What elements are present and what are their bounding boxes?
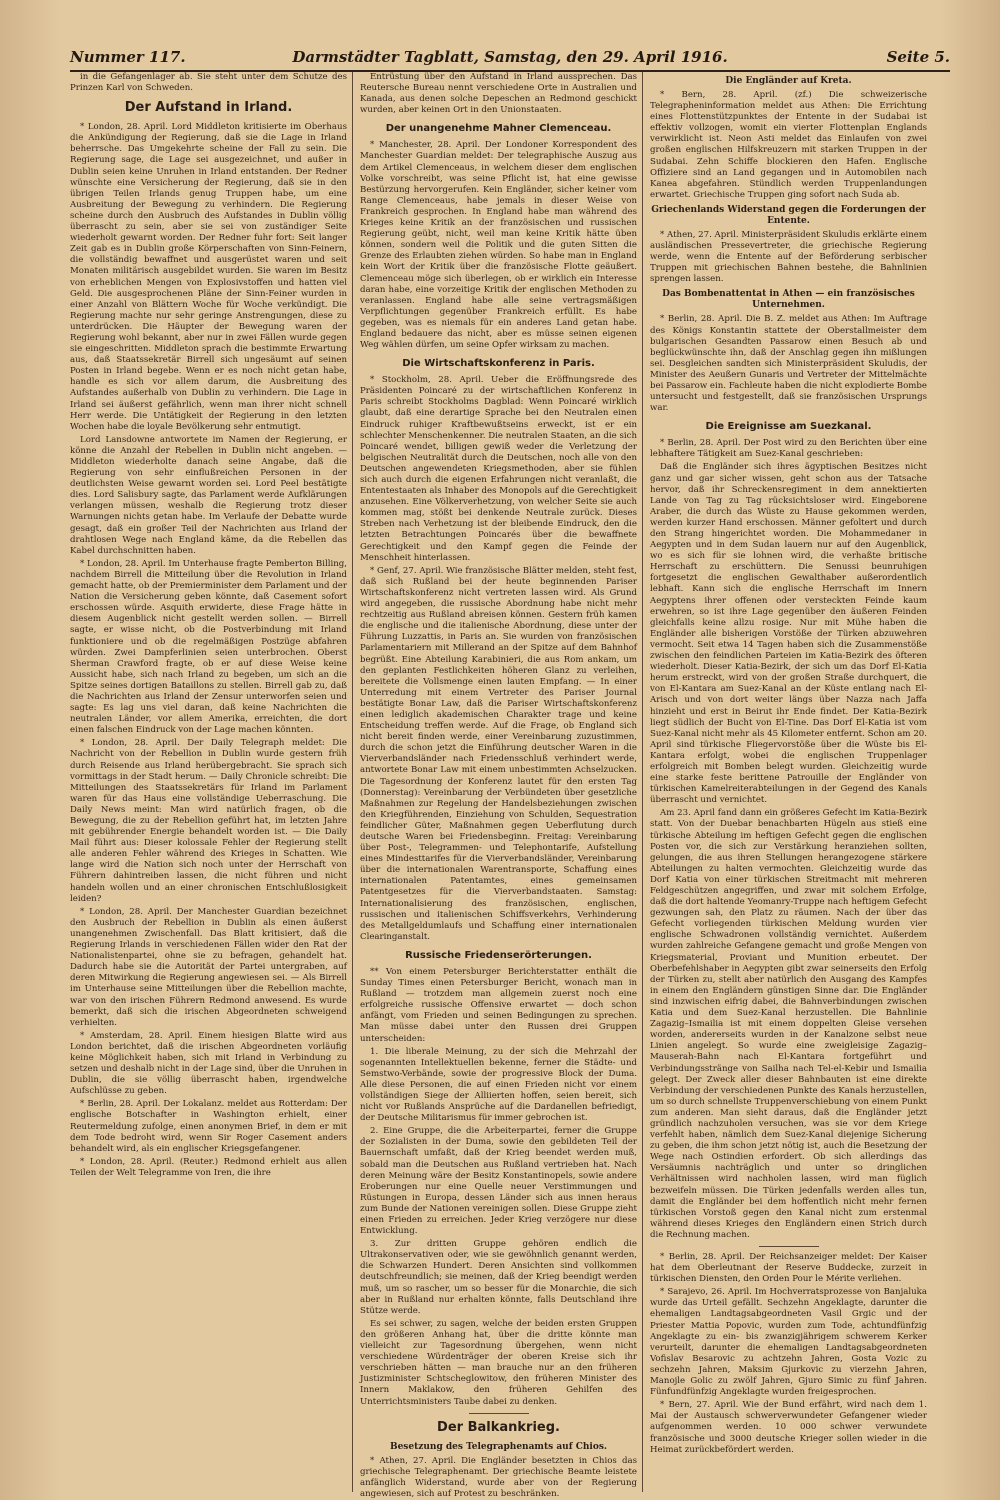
article-text: * Manchester, 28. April. Der Londoner Korrespondent des Manchester Guardian meldet: Der telegraphische Auszug aus dem Artikel Clemenceaus, in welchem dieser dem englischen Volke vorschreibt, was seine Pflicht ist, hat eine gewisse Bestürzung hervorgerufen. Kein Engländer, sicher keiner vom Range Clemenceaus, habe jemals in dieser Weise von Frankreich gesprochen. In England habe man während des Krieges keine Kritik an der französischen und russischen Regierung geübt, nicht, weil man keine Kritik hätte üben können, sondern weil die Politik und die guten Sitten die Grenze des Erlaubten ziehen würden. So habe man in England kein Wort der Kritik über die französische Flotte geäußert. Clemenceau möge sich überlegen, ob er wirklich ein Interesse daran habe, eine vorzeitige Kritik der englischen Methoden zu veranlassen. England habe alle seine vertragsmäßigen Verpflichtungen gegenüber Frankreich erfüllt. Es habe gegeben, was es niemals für ein anderes Land getan habe. England bedauere das nicht, aber es müsse seinen eigenen Weg wählen dürfen, um seine Opfer wirksam zu machen. bbox=[360, 140, 637, 351]
article-text: * Sarajevo, 26. April. Im Hochverratsprozesse von Banjaluka wurde das Urteil gefällt. Sechzehn Angeklagte, darunter die ehemaligen Landtagsabgeordneten Vasil Grgic und der Priester Mattia Popovic, wurden zum Tode, achtundfünfzig Angeklagte zu ein- bis zwanzigjährigem schwerem Kerker verurteilt, darunter die ehemaligen Landtagsabgeordneten Vofislav Besarovic zu achtzehn Jahren, Gosta Vozic zu sechzehn Jahren, Maksim Gjurkovic zu vierzehn Jahren, Manojle Golic zu zwölf Jahren, Gjuro Simic zu fünf Jahren. Fünfundfünfzig Angeklagte wurden freigesprochen. bbox=[650, 1287, 927, 1398]
column-divider bbox=[352, 72, 353, 1492]
article-text: * Berlin, 28. April. Der Lokalanz. meldet aus Rotterdam: Der englische Botschafter in Washington erhielt, einer Reutermeldung zufolge, einen anonymen Brief, in dem er mit dem Tode bedroht wird, wenn Sir Roger Casement anders behandelt wird, als ein englischer Kriegsgefangener. bbox=[70, 1099, 347, 1154]
article-heading: Die Ereignisse am Suezkanal. bbox=[705, 421, 872, 433]
article-heading: Das Bombenattentat in Athen — ein französisches Unternehmen. bbox=[662, 289, 915, 311]
article-text: * Berlin, 28. April. Der Post wird zu den Berichten über eine lebhaftere Tätigkeit am Suez-Kanal geschrieben: bbox=[650, 438, 927, 460]
article-text: 1. Die liberale Meinung, zu der sich die Mehrzahl der sogenannten Intellektuellen bekenne, ferner die Städte- und Semstwo-Verbände, sowie der progressive Block der Duma. Alle diese Personen, die auf einen Frieden nicht vor einem vollständigen Siege der Alliierten hoffen, seien bereit, sich nicht vor Rußlands Ansprüche auf die Dardanellen befriedigt, der Deutsche Militarismus für immer gebrochen ist. bbox=[360, 1046, 637, 1124]
article-heading: Der Balkankrieg. bbox=[437, 1419, 560, 1435]
article-text: Es sei schwer, zu sagen, welche der beiden ersten Gruppen den größeren Anhang hat, über die dritte könnte man vielleicht zur Tagesordnung übergehen, wenn nicht verschiedene Würdenträger der oberen Kreise sich ihr verschrieben hätten — man brauche nur an den früheren Justizminister Schtscheglowitow, den früheren Minister des Innern Maklakow, den früheren Gehilfen des Unterrichtsministers Taube dabei zu denken. bbox=[360, 1318, 637, 1407]
article-text: * London, 28. April. Lord Middleton kritisierte im Oberhaus die Ankündigung der Regierung, daß sie die Lage in Irland beherrsche. Das Umgekehrte scheine der Fall zu sein. Die Regierung sage, die Lage sei ausgezeichnet, und außer in Dublin seien keine Unruhen in Irland entstanden. Der Redner wünschte eine Versicherung der Regierung, daß sie in den übrigen Teilen Irlands genug Truppen habe, um eine Ausbreitung der Bewegung zu verhindern. Die Regierung scheine durch den Ausbruch des Aufstandes in Dublin völlig überrascht zu sein, aber sie sei von zuständiger Seite wiederholt gewarnt worden. Der Redner fuhr fort: Seit langer Zeit gab es in Dublin große Körperschaften von Sinn-Feinern, die vollständig bewaffnet und ausgerüstet waren und seit Monaten militärisch ausgebildet wurden. Sie waren im Besitz von erheblichen Mengen von Explosivstoffen und hatten viel Geld. Die ausgesprochenen Pläne der Sinn-Feiner wurden in einer Anzahl von Blättern Woche für Woche verkündigt. Die Regierung machte nur sehr geringe Anstrengungen, diese zu unterdrücken. Die Häupter der Bewegung waren der Regierung wohl bekannt, aber nur in zwei Fällen wurde gegen sie eingeschritten. Middleton sprach die bestimmte Erwartung aus, daß Staatssekretär Birrell sich ungesäumt auf seinen Posten in Irland begebe. Wenn er es noch nicht getan habe, handle es sich vor allem darum, die Ausbreitung des Aufstandes außerhalb von Dublin zu verhindern. Die Lage in Irland sei äußerst gefährlich, wenn man ihrer nicht schnell Herr werde. Die Untätigkeit der Regierung in den letzten Wochen habe die loyale Bevölkerung sehr entmutigt. bbox=[70, 122, 347, 432]
article-text: 2. Eine Gruppe, die die Arbeiterpartei, ferner die Gruppe der Sozialisten in der Duma, sowie den gebildeten Teil der Bauernschaft umfaßt, daß der Krieg beendet werden muß, sobald man die Deutschen aus Rußland vertrieben hat. Nach deren Meinung wäre der Besitz Konstantinopels, sowie andere Eroberungen nur eine Quelle neuer Verstimmungen und Rüstungen in Europa, dessen Länder sich aus innen heraus zum Bunde der Nationen vereinigen sollen. Diese Gruppe zieht einen Frieden zu erreichen. Jeder Krieg verzögere nur diese Entwicklung. bbox=[360, 1126, 637, 1237]
article-subheading: Besetzung des Telegraphenamts auf Chios. bbox=[389, 1441, 608, 1452]
article-text: in die Gefangenlager ab. Sie steht unter dem Schutze des Prinzen Karl von Schweden. bbox=[70, 72, 347, 94]
issue-number: Nummer 117. bbox=[70, 48, 186, 66]
article-text: ** Von einem Petersburger Berichterstatter enthält die Sunday Times einen Petersburger Bericht, wonach man in Rußland — trotzdem man allgemein zuerst noch eine erfolgreiche russische Offensive erwartet — doch schon anfängt, vom Frieden und seinen Bedingungen zu sprechen. Man müsse dabei unter den Russen drei Gruppen unterscheiden: bbox=[360, 966, 637, 1044]
article-text: Entrüstung über den Aufstand in Irland aussprechen. Das Reutersche Bureau nennt verschiedene Orte in Australien und Kanada, aus denen solche Depeschen an Redmond geschickt wurden, aber keinen Ort in den Unionstaaten. bbox=[360, 72, 637, 116]
article-text: * London, 28. April. (Reuter.) Redmond erhielt aus allen Teilen der Welt Telegramme von Iren, die ihre bbox=[70, 1156, 347, 1178]
article-text: * Bern, 28. April. (zf.) Die schweizerische Telegrapheninformation meldet aus Athen: Die Errichtung eines Flottenstützpunktes der Entente in der Sudabai ist effektiv vollzogen, womit ein vierter Flottenplan Englands verwirklicht ist. Neon Asti meldet das Einlaufen von zwei großen englischen Hilfskreuzern mit starken Truppen in der Sudabai. Zehn Schiffe blockieren den Hafen. Englische Offiziere sind an Land gegangen und in Automobilen nach Kanea abgefahren. Stündlich werden Truppenlandungen erwartet. Griechische Truppen ging sofort nach Suda ab. bbox=[650, 90, 927, 200]
page-header bbox=[70, 44, 950, 72]
article-text: 3. Zur dritten Gruppe gehören endlich die Ultrakonservativen oder, wie sie gewöhnlich genannt werden, die Schwarzen Hundert. Deren Ansichten sind vollkommen deutschfreundlich; sie meinen, daß der Krieg beendigt werden muß, um so rascher, um so besser für die Monarchie, die sich aber in Rußland nur erhalten könnte, falls Deutschland ihre Stütze werde. bbox=[360, 1239, 637, 1316]
article-text: Daß die Engländer sich ihres ägyptischen Besitzes nicht ganz und gar sicher wissen, geht schon aus der Tatsache hervor, daß ihr Schreckensregiment in dem annektierten Lande von Tag zu Tag rücksichtsloser wird. Eingeborene Araber, die durch das Wüste zu Hause gekommen werden, werden kurzer Hand erschossen. Männer gefoltert und durch den Strang hingerichtet worden. Die Mohammedaner in Aegypten und in dem Sudan lauern nur auf den Augenblick, wo es sich für sie lohnen wird, die verhaßte britische Herrschaft zu erschüttern. Die Senussi beunruhigen fortgesetzt die englischen Gewalthaber außerordentlich lebhaft. Kann sich die englische Herrschaft im Innern Aegyptens ihrer offenen oder versteckten Feinde kaum erwehren, so ist ihre Lage gegenüber den äußeren Feinden gleichfalls keine allzu rosige. Nur mit Mühe haben die Engländer alle bisherigen Vorstöße der Türken abzuwehren vermocht. Seit etwa 14 Tagen haben sich die Zusammenstöße zwischen den feindlichen Parteien im Katia-Bezirk des öfteren wiederholt. Dieser Katia-Bezirk, der sich um das Dorf El-Katia herum erstreckt, wird von der großen Straße durchquert, die von El-Kantara am Suez-Kanal an der Küste entlang nach El-Arisch und von dort weiter längs über Nazza nach Jaffa hinzieht und erst in Beirut ihr Ende findet. Der Katia-Bezirk liegt südlich der Bucht von El-Tine. Das Dorf El-Katia ist vom Suez-Kanal nicht mehr als 45 Kilometer entfernt. Schon am 20. April sind türkische Fliegervorstöße über die Wüste bis El-Kantara erfolgt, wobei die englischen Truppenlager erfolgreich mit Bomben belegt wurden. Gleichzeitig wurde eine starke feste berittene Patrouille der Engländer von türkischen Kamelreiterabteilungen in der Gegend des Kanals überrascht und vernichtet. bbox=[650, 462, 927, 806]
article-text: * Athen, 27. April. Ministerpräsident Skuludis erklärte einem ausländischen Pressevertreter, die griechische Regierung werde, wenn die Entente auf der Beförderung serbischer Truppen mit griechischen Bahnen bestehe, die Bahnlinien sprengen lassen. bbox=[650, 229, 927, 285]
article-heading: Die Wirtschaftskonferenz in Paris. bbox=[402, 358, 595, 370]
section-separator bbox=[759, 1246, 819, 1247]
article-heading: Russische Friedenserörterungen. bbox=[405, 949, 592, 961]
article-text: * London, 28. April. Der Manchester Guardian bezeichnet den Ausbruch der Rebellion in Dublin als einen äußerst unangenehmen Zwischenfall. Das Blatt kritisiert, daß die Regierung Irlands in verschiedenen Fällen wider den Rat der Nationalistenpartei, ohne sie zu befragen, gehandelt hat. Dadurch habe sie die Autorität der Partei untergraben, auf deren Mitwirkung die Regierung angewiesen sei. — Als Birrell im Unterhause seine Mitteilungen über die Rebellion machte, war von den irischen Führern Redmond anwesend. Es wurde bemerkt, daß sich die irischen Abgeordneten schweigend verhielten. bbox=[70, 906, 347, 1028]
column-3 bbox=[650, 72, 927, 1492]
article-text: Lord Lansdowne antwortete im Namen der Regierung, er könne die Anzahl der Rebellen in Dublin nicht angeben. — Middleton wiederholte danach seine Angabe, daß die Regierung von sehr einflußreichen Personen in der deutlichsten Weise gewarnt worden sei. Lord Peel bestätigte dies. Lord Salisbury sagte, das Parlament werde Aufklärungen verlangen müssen, weshalb die Regierung trotz dieser Warnungen nichts getan habe. Im Verlaufe der Debatte wurde gesagt, daß ein großer Teil der Nachrichten aus Irland der drahtlosen Wege nach England käme, da die Rebellen das Kabel durchschnitten haben. bbox=[70, 434, 347, 556]
article-text: * Bern, 27. April. Wie der Bund erfährt, wird nach dem 1. Mai der Austausch schwerverwundeter Gefangener wieder aufgenommen werden. 10 000 schwer verwundete französische und 3000 deutsche Krieger sollen wieder in die Heimat zurückbefördert werden. bbox=[650, 1400, 927, 1455]
column-divider bbox=[642, 72, 643, 1492]
article-heading: Griechenlands Widerstand gegen die Forderungen der Entente. bbox=[651, 204, 926, 226]
article-text: * London, 28. April. Im Unterhause fragte Pemberton Billing, nachdem Birrell die Mitteilung über die Revolution in Irland gemacht hatte, ob der Premierminister dem Parlament und der Nation die Versicherung geben könnte, daß Casement sofort erschossen würde. Asquith erwiderte, diese Frage hätte in diesem Augenblick nicht gestellt werden sollen. — Birrell sagte, er wisse nicht, ob die Postverbindung mit Irland funktioniere und ob die regelmäßigen Postzüge abfahren würden. Zwei Dampferlinien seien unterbrochen. Oberst Sherman Crawford fragte, ob er auf diese Weise keine Aussicht habe, sich nach Irland zu begeben, um sich an die Spitze seines dortigen Bataillons zu stellen. Birrell gab zu, daß die Nachrichten aus Irland der Zensur unterworfen seien und sagte: Es lag uns viel daran, daß keine Nachrichten die neutralen Länder, vor allem Amerika, erreichten, die dort einen falschen Eindruck von der Lage machen könnten. bbox=[70, 558, 347, 736]
masthead-line: Darmstädter Tagblatt, Samstag, den 29. April 1916. bbox=[292, 48, 728, 66]
article-heading: Der Aufstand in Irland. bbox=[124, 100, 293, 116]
article-text: * Genf, 27. April. Wie französische Blätter melden, steht fest, daß sich Rußland bei der heute beginnenden Pariser Wirtschaftskonferenz nicht vertreten lassen wird. Als Grund wird angegeben, die russische Abordnung habe nicht mehr rechtzeitig aus Rußland abreisen können. Gestern früh kamen die englische und die italienische Abordnung, diese unter der Führung Luzzattis, in Paris an. Sie wurden von französischen Parlamentariern mit Millerand an der Spitze auf dem Bahnhof begrüßt. Eine Abteilung Karabinieri, die aus Rom ankam, um den geplanten Festlichkeiten höheren Glanz zu verleihen, bereitete die Vollsmenge einen lauten Empfang. — In einer Unterredung mit einem Vertreter des Pariser Journal bestätigte Bonar Law, daß die Pariser Wirtschaftskonferenz einen lediglich akademischen Charakter trage und keine Entscheidung treffen werde. Auf die Frage, ob England sich nicht bereit finden werde, einer Vereinbarung zuzustimmen, durch die schon jetzt die Einführung deutscher Waren in die Vierverbandsländer nach Friedensschluß verhindert werde, antwortete Bonar Law mit einem unbestimmten Achselzucken. Die Tagesordnung der Konferenz lautet für den ersten Tag (Donnerstag): Vereinbarung der Verbündeten über gesetzliche Maßnahmen zur Regelung der Handelsbeziehungen zwischen den Kriegführenden, Einziehung von Schulden, Sequestration feindlicher Güter, Maßnahmen gegen Ueberflutung durch deutsche Waren bei Friedensbeginn. Freitag: Vereinbarung über Post-, Telegrammen- und Telephontarife, Aufstellung eines Mindesttarifes für die Vierverbandsländer, Vereinbarung über die internationalen Warentransporte, Schaffung eines internationalen Patentamtes, eines gemeinsamen Patentgesetzes für die Vierverbandstaaten. Samstag: Internationalisierung des französischen, englischen, russischen und italienischen Schiffsverkehrs, Verhinderung des Metallgeldumlaufs und Schaffung einer internationalen Clearinganstalt. bbox=[360, 565, 637, 942]
article-text: * Athen, 27. April. Die Engländer besetzten in Chios das griechische Telegraphenamt. Der griechische Beamte leistete anfänglich Widerstand, wurde aber von der Regierung angewiesen, sich auf Protest zu beschränken. bbox=[360, 1455, 637, 1499]
column-1 bbox=[70, 72, 347, 1492]
article-text: * London, 28. April. Der Daily Telegraph meldet: Die Nachricht von der Rebellion in Dublin wurde gestern früh durch Reisende aus Irland herübergebracht. Sie sprach sich vormittags in der Stadt herum. — Daily Chronicle schreibt: Die Mitteilungen des Staatssekretärs für Irland im Parlament waren für das Haus eine vollständige Ueberraschung. Die Daily News meint: Man wird natürlich fragen, ob die Bewegung, die zu der Rebellion geführt hat, im letzten Jahre mit gebührender Energie behandelt worden ist. — Die Daily Mail führt aus: Dieser kolossale Fehler der Regierung stellt alle anderen Fehler während des Krieges in Schatten. Wie lange wird die Nation sich noch unter der Herrschaft von Führern dahintreiben lassen, die nicht führen und nicht handeln wollen und an einer chronischen Entschlußlosigkeit leiden? bbox=[70, 738, 347, 904]
section-separator bbox=[469, 1413, 529, 1414]
article-heading: Die Engländer auf Kreta. bbox=[725, 76, 852, 86]
article-heading: Der unangenehme Mahner Clemenceau. bbox=[385, 123, 612, 135]
column-2 bbox=[360, 72, 637, 1499]
article-text: * Stockholm, 28. April. Ueber die Eröffnungsrede des Präsidenten Poincaré zu der wirtschaftlichen Konferenz in Paris schreibt Stockholms Dagblad: Wenn Poincaré wirklich glaubt, daß eine derartige Sprache bei den Neutralen einen Eindruck ruhiger Kraftbewußtseins erweckt, ist er ein schlechter Menschenkenner. Die neutralen Staaten, an die sich Poincaré wendet, billigen gewiß weder die Verletzung der belgischen Neutralität durch die Deutschen, noch alle von den Deutschen angewendeten Kriegsmethoden, aber sie fühlen sich auch durch die eigenen Erfahrungen nicht veranlaßt, die Ententestaaten als Inhaber des Monopols auf die Gerechtigkeit anzusehen. Eine Völkerverhetzung, von welcher Seite sie auch kommen mag, stößt bei denkende Neutrale zurück. Dieses Streben nach Verhetzung ist der bleibende Eindruck, den die letzten Betrachtungen Poincarés über die bewaffnete Gerechtigkeit und den Kampf gegen die Feinde der Menschheit hinterlassen. bbox=[360, 375, 637, 563]
page-number: Seite 5. bbox=[886, 48, 950, 66]
article-text: * Berlin, 28. April. Der Reichsanzeiger meldet: Der Kaiser hat dem Oberleutnant der Reserve Buddecke, zurzeit in türkischen Diensten, den Orden Pour le Mérite verliehen. bbox=[650, 1252, 927, 1285]
article-text: Am 23. April fand dann ein größeres Gefecht im Katia-Bezirk statt. Von der Duebar benachbarten Hügeln aus stieß eine türkische Abteilung im heftigen Gefecht gegen die englischen Posten vor, die sich zur Verstärkung heranziehen sollten, gelungen, die aus ihren Stellungen herangezogene stärkere Abteilungen zu halten vermochten. Gleichzeitig wurde das Dorf Katia von einer türkischen Streitmacht mit mehreren Feldgeschützen angegriffen, und zwar mit solchem Erfolge, daß die dort haltende Yeomanry-Truppe nach heftigem Gefecht gezwungen sah, den Platz zu räumen. Nach der über das Gefecht vorliegenden türkischen Meldung wurden vier englische Schwadronen vollständig vernichtet. Außerdem wurden zahlreiche Gefangene gemacht und große Mengen von Kriegsmaterial, Proviant und Munition erbeutet. Der Oberbefehlshaber in Aegypten gibt zwar seinerseits den Erfolg der Türken zu, stellt aber natürlich den Ausgang des Kampfes in einem den Engländern günstigen Sinne dar. Die Engländer sind inzwischen eifrig dabei, die Bahnverbindungen zwischen Katia und dem Suez-Kanal herzustellen. Die Bahnlinie Zagazig–Ismailia ist mit einem doppelten Gleise versehen worden, andererseits wurden in der Kanalzone selbst neue Linien angelegt. So wurde eine zweigleisige Zagazig–Mauserah-Bahn nach El-Kantara fortgeführt und Verbindungsstränge von Sailha nach Tel-el-Kebir und Ismailia gelegt. Der Zweck aller dieser Bahnbauten ist eine direkte Verbindung der verschiedenen Punkte des Kanals herzustellen, um so durch schnellste Truppenverschiebung von einem Punkt zum anderen. Man sieht daraus, daß die Engländer jetzt gründlich nachzuholen versuchen, was sie vor dem Kriege verfehlt haben, nämlich dem Suez-Kanal diejenige Sicherung zu geben, die ihm schon jetzt nötig ist, auch die Besetzung der Wege nach Ostindien erfordert. Ob sich allerdings das Versäumnis nachträglich und unter so dringlichen Verhältnissen wird nachholen lassen, wird man füglich bezweifeln müssen. Die Türken jedenfalls werden alles tun, damit die Engländer bei dem hoffentlich nicht mehr fernen türkischen Vorstoß gegen den Kanal nicht zum erstenmal während dieses Krieges den Engländern einen Strich durch die Rechnung machen. bbox=[650, 808, 927, 1240]
article-text: * Berlin, 28. April. Die B. Z. meldet aus Athen: Im Auftrage des Königs Konstantin stattete der Oberstallmeister dem bulgarischen Gesandten Passarow einen Besuch ab und beglückwünschte ihn, daß der Anschlag gegen ihn mißlungen sei. Desgleichen sandten sich Ministerpräsident Skuludis, der Minister des Aeußern Gunaris und Vertreter der Mittelmächte bei Passarow ein. Fachleute haben die nicht explodierte Bombe untersucht und festgestellt, daß sie französischen Ursprungs war. bbox=[650, 314, 927, 414]
article-text: * Amsterdam, 28. April. Einem hiesigen Blatte wird aus London berichtet, daß die irischen Abgeordneten vorläufig keine Möglichkeit haben, sich mit Irland in Verbindung zu setzen und deshalb nicht in der Lage sind, über die Unruhen in Dublin, die sie völlig überrascht haben, irgendwelche Aufschlüsse zu geben. bbox=[70, 1030, 347, 1097]
